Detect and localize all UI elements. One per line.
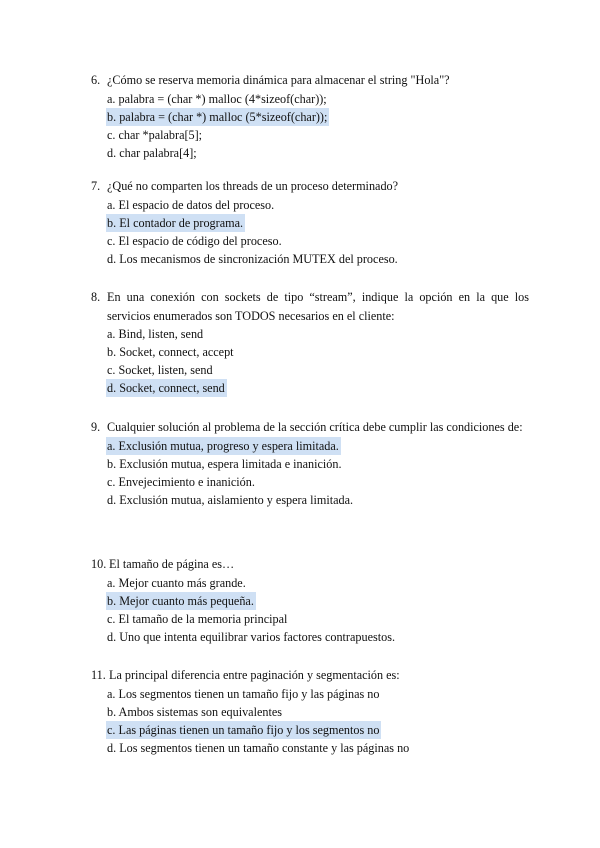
option-c: c. char *palabra[5]; <box>107 127 203 142</box>
option-c: c. El tamaño de la memoria principal <box>107 611 288 626</box>
question-stem <box>91 71 529 90</box>
option-c-highlighted: c. Las páginas tienen un tamaño fijo y los segmentos no <box>107 722 380 737</box>
option-a: a. palabra = (char *) malloc (4*sizeof(char)); <box>107 91 327 106</box>
option-a: a. Los segmentos tienen un tamaño fijo y las páginas no <box>107 686 380 701</box>
question-text: ¿Cómo se reserva memoria dinámica para almacenar el string "Hola"? <box>107 73 450 87</box>
option-b: b. Exclusión mutua, espera limitada e inanición. <box>107 456 342 471</box>
option-d: d. Los mecanismos de sincronización MUTEX del proceso. <box>107 251 398 266</box>
question-9 <box>91 418 529 509</box>
option-d: d. Uno que intenta equilibrar varios factores contrapuestos. <box>107 629 396 644</box>
question-8 <box>91 288 529 397</box>
question-stem <box>91 288 529 325</box>
question-text: La principal diferencia entre paginación y segmentación es: <box>109 668 400 682</box>
options-list <box>91 196 529 268</box>
question-number: 10. <box>91 557 107 571</box>
question-number: 8. <box>91 290 101 304</box>
option-a: a. Mejor cuanto más grande. <box>107 575 246 590</box>
question-11 <box>91 666 529 757</box>
question-text: En una conexión con sockets de tipo “stream”, indique la opción en la que los servicios enumerados son TODOS necesarios en el cliente: <box>107 290 529 323</box>
option-b-highlighted: b. El contador de programa. <box>107 215 244 230</box>
question-text: Cualquier solución al problema de la sección crítica debe cumplir las condiciones de: <box>107 420 523 434</box>
options-list <box>91 574 529 646</box>
question-number: 9. <box>91 420 101 434</box>
option-a: a. Bind, listen, send <box>107 327 204 341</box>
question-stem <box>91 418 529 437</box>
question-number: 6. <box>91 73 101 87</box>
option-b-highlighted: b. Mejor cuanto más pequeña. <box>107 593 254 608</box>
options-list <box>91 90 529 162</box>
option-d: d. Exclusión mutua, aislamiento y espera limitada. <box>107 492 354 507</box>
option-d: d. char palabra[4]; <box>107 145 197 160</box>
option-b-highlighted: b. palabra = (char *) malloc (5*sizeof(char)); <box>107 109 328 124</box>
question-number: 11. <box>91 668 106 682</box>
option-d-highlighted: d. Socket, connect, send <box>107 381 225 395</box>
question-10 <box>91 555 529 646</box>
question-stem <box>91 666 529 685</box>
option-b: b. Ambos sistemas son equivalentes <box>107 704 283 719</box>
question-7 <box>91 177 529 268</box>
question-text: El tamaño de página es… <box>109 557 235 571</box>
option-a: a. El espacio de datos del proceso. <box>107 197 275 212</box>
options-list <box>91 685 529 757</box>
option-c: c. Envejecimiento e inanición. <box>107 474 255 489</box>
option-c: c. Socket, listen, send <box>107 363 213 377</box>
question-stem <box>91 177 529 196</box>
question-stem <box>91 555 529 574</box>
option-d: d. Los segmentos tienen un tamaño constante y las páginas no <box>107 740 410 755</box>
question-number: 7. <box>91 179 101 193</box>
option-c: c. El espacio de código del proceso. <box>107 233 282 248</box>
question-text: ¿Qué no comparten los threads de un proceso determinado? <box>107 179 399 193</box>
options-list <box>91 325 529 397</box>
option-a-highlighted: a. Exclusión mutua, progreso y espera limitada. <box>107 438 339 453</box>
options-list <box>91 437 529 509</box>
option-b: b. Socket, connect, accept <box>107 345 234 359</box>
question-6 <box>91 71 529 162</box>
